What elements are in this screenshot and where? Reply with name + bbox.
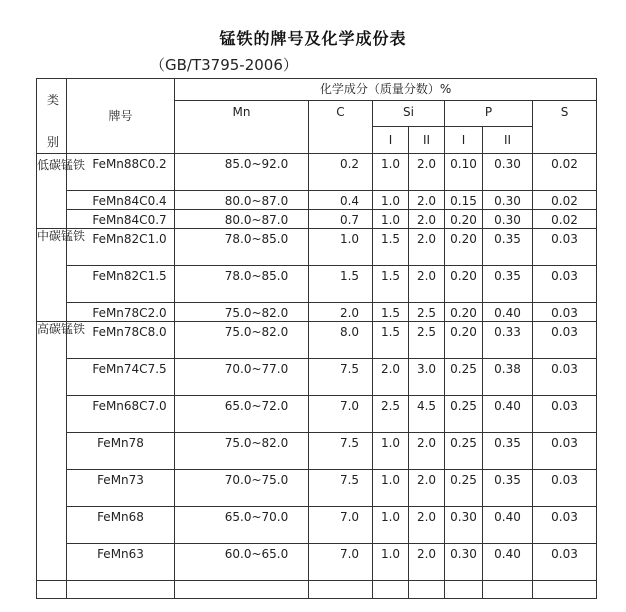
p2-cell: 0.30 [483,210,533,229]
document-title: 锰铁的牌号及化学成份表 [219,29,407,48]
composition-table [36,78,597,599]
s-cell: 0.03 [533,470,597,507]
s-cell: 0.03 [533,322,597,359]
empty-row [37,581,597,599]
si1-cell: 1.5 [373,322,409,359]
brand-cell: FeMn82C1.5 [67,266,175,303]
s-cell: 0.03 [533,507,597,544]
brand-cell: FeMn63 [67,544,175,581]
mn-cell: 75.0~82.0 [175,433,309,470]
p1-cell: 0.20 [445,322,483,359]
empty-cell [67,581,175,599]
si1-cell: 1.0 [373,470,409,507]
s-header: S [533,101,597,154]
c-cell: 1.5 [309,266,373,303]
p2-cell: 0.40 [483,507,533,544]
class-header-top: 类 [47,93,60,107]
p2-cell: 0.35 [483,229,533,266]
class-header-bottom: 别 [47,135,60,149]
class-header-cell [37,79,67,154]
si2-cell: 2.0 [409,229,445,266]
si1-cell: 1.0 [373,154,409,191]
s-cell: 0.03 [533,303,597,322]
c-cell: 2.0 [309,303,373,322]
p2-cell: 0.33 [483,322,533,359]
table-row [37,359,597,396]
table-row [37,544,597,581]
si1-cell: 1.0 [373,433,409,470]
p1-cell: 0.20 [445,303,483,322]
si2-cell: 2.0 [409,544,445,581]
si2-cell: 2.5 [409,322,445,359]
c-cell: 0.2 [309,154,373,191]
p1-cell: 0.25 [445,359,483,396]
p2-cell: 0.30 [483,191,533,210]
table-row [37,154,597,191]
c-cell: 7.5 [309,470,373,507]
si2-cell: 3.0 [409,359,445,396]
si1-cell: 2.5 [373,396,409,433]
p1-cell: 0.10 [445,154,483,191]
si2-cell: 2.5 [409,303,445,322]
brand-cell: FeMn78C8.0 [67,322,175,359]
p-header: P [445,101,533,127]
brand-cell: FeMn73 [67,470,175,507]
mn-cell: 75.0~82.0 [175,303,309,322]
brand-cell: FeMn68 [67,507,175,544]
p2-cell: 0.40 [483,544,533,581]
empty-cell [309,581,373,599]
si1-cell: 1.5 [373,303,409,322]
table-row [37,433,597,470]
s-cell: 0.02 [533,191,597,210]
p2-cell: 0.40 [483,396,533,433]
si1-cell: 2.0 [373,359,409,396]
group-label-medium-carbon: 中碳锰铁 [37,229,67,322]
table-row [37,229,597,266]
group-label-high-carbon: 高碳锰铁 [37,322,67,581]
p1-cell: 0.25 [445,470,483,507]
si2-cell: 2.0 [409,210,445,229]
brand-cell: FeMn74C7.5 [67,359,175,396]
si1-cell: 1.5 [373,266,409,303]
p1-cell: 0.30 [445,544,483,581]
s-cell: 0.03 [533,359,597,396]
c-cell: 1.0 [309,229,373,266]
mn-header: Mn [175,101,309,154]
table-row [37,470,597,507]
p1-cell: 0.30 [445,507,483,544]
brand-cell: FeMn68C7.0 [67,396,175,433]
p1-cell: 0.15 [445,191,483,210]
brand-cell: FeMn88C0.2 [67,154,175,191]
si1-cell: 1.0 [373,507,409,544]
s-cell: 0.03 [533,433,597,470]
table-row [37,210,597,229]
p-grade-2: II [483,127,533,154]
brand-cell: FeMn82C1.0 [67,229,175,266]
brand-cell: FeMn78 [67,433,175,470]
empty-cell [445,581,483,599]
composition-header: 化学成分（质量分数）% [175,79,597,101]
si2-cell: 2.0 [409,433,445,470]
standard-code: （GB/T3795-2006） [150,56,298,74]
s-cell: 0.03 [533,266,597,303]
c-header: C [309,101,373,154]
p1-cell: 0.20 [445,210,483,229]
p1-cell: 0.20 [445,266,483,303]
si1-cell: 1.0 [373,191,409,210]
si2-cell: 2.0 [409,507,445,544]
si2-cell: 2.0 [409,470,445,507]
mn-cell: 85.0~92.0 [175,154,309,191]
si-grade-2: II [409,127,445,154]
s-cell: 0.03 [533,229,597,266]
p2-cell: 0.35 [483,266,533,303]
p1-cell: 0.25 [445,396,483,433]
table-row [37,191,597,210]
table-row [37,266,597,303]
empty-cell [37,581,67,599]
empty-cell [409,581,445,599]
p2-cell: 0.30 [483,154,533,191]
group-label-low-carbon: 低碳锰铁 [37,154,67,229]
brand-cell: FeMn84C0.4 [67,191,175,210]
mn-cell: 65.0~72.0 [175,396,309,433]
si2-cell: 4.5 [409,396,445,433]
mn-cell: 60.0~65.0 [175,544,309,581]
mn-cell: 78.0~85.0 [175,266,309,303]
c-cell: 0.7 [309,210,373,229]
mn-cell: 65.0~70.0 [175,507,309,544]
empty-cell [373,581,409,599]
c-cell: 7.5 [309,359,373,396]
p2-cell: 0.35 [483,433,533,470]
mn-cell: 80.0~87.0 [175,191,309,210]
p2-cell: 0.38 [483,359,533,396]
table-row [37,322,597,359]
si1-cell: 1.5 [373,229,409,266]
si1-cell: 1.0 [373,544,409,581]
s-cell: 0.03 [533,544,597,581]
p1-cell: 0.20 [445,229,483,266]
p2-cell: 0.35 [483,470,533,507]
brand-cell: FeMn78C2.0 [67,303,175,322]
p1-cell: 0.25 [445,433,483,470]
si-header: Si [373,101,445,127]
c-cell: 7.0 [309,507,373,544]
brand-cell: FeMn84C0.7 [67,210,175,229]
mn-cell: 78.0~85.0 [175,229,309,266]
s-cell: 0.02 [533,154,597,191]
empty-cell [533,581,597,599]
s-cell: 0.03 [533,396,597,433]
empty-cell [175,581,309,599]
c-cell: 7.5 [309,433,373,470]
si2-cell: 2.0 [409,191,445,210]
si1-cell: 1.0 [373,210,409,229]
mn-cell: 70.0~77.0 [175,359,309,396]
c-cell: 0.4 [309,191,373,210]
table-row [37,396,597,433]
c-cell: 7.0 [309,396,373,433]
c-cell: 8.0 [309,322,373,359]
si-grade-1: I [373,127,409,154]
empty-cell [483,581,533,599]
si2-cell: 2.0 [409,266,445,303]
p2-cell: 0.40 [483,303,533,322]
p-grade-1: I [445,127,483,154]
table-row [37,507,597,544]
si2-cell: 2.0 [409,154,445,191]
table-row [37,303,597,322]
brand-header: 牌号 [67,79,175,154]
mn-cell: 80.0~87.0 [175,210,309,229]
s-cell: 0.02 [533,210,597,229]
c-cell: 7.0 [309,544,373,581]
mn-cell: 75.0~82.0 [175,322,309,359]
mn-cell: 70.0~75.0 [175,470,309,507]
